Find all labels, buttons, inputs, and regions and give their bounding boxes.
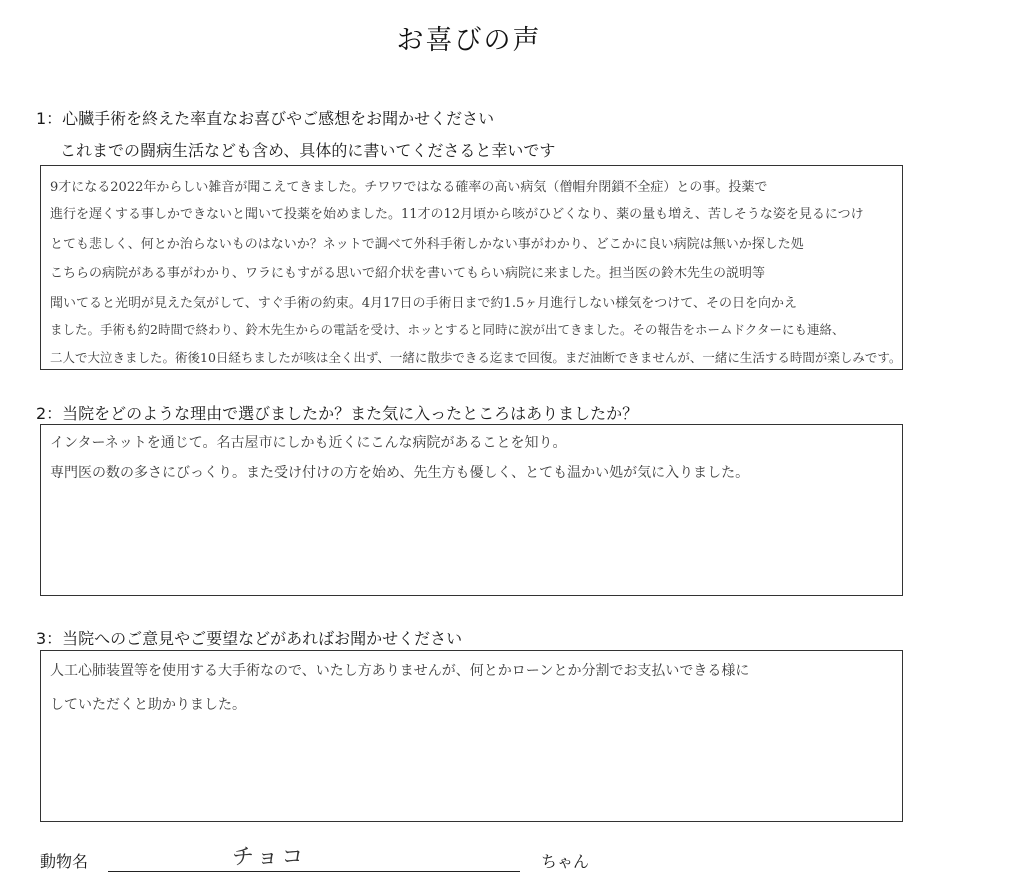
question-1-sub: これまでの闘病生活なども含め、具体的に書いてくださると幸いです (60, 141, 556, 160)
answer-1-line: 進行を遅くする事しかできないと聞いて投薬を始めました。11才の12月頃から咳がひどくなり、薬の量も増え、苦しそうな姿を見るにつけ (50, 207, 864, 222)
pet-name-label: 動物名 (40, 852, 89, 871)
answer-1-line: 聞いてると光明が見えた気がして、すぐ手術の約束。4月17日の手術日まで約1.5ヶ月進行しない様気をつけて、その日を向かえ (50, 296, 797, 311)
answer-1-line: とても悲しく、何とか治らないものはないか？ネットで調べて外科手術しかない事がわかり、どこかに良い病院は無いか探した処 (50, 237, 804, 252)
question-1-label: 1：心臓手術を終えた率直なお喜びやご感想をお聞かせください (36, 109, 495, 128)
answer-3-line: 人工心肺装置等を使用する大手術なので、いたし方ありませんが、何とかローンとか分割でお支払いできる様に (50, 663, 750, 679)
answer-3-line: していただくと助かりました。 (50, 697, 246, 713)
answer-2-line: インターネットを通じて。名古屋市にしかも近くにこんな病院があることを知り。 (50, 435, 567, 451)
question-3-label: 3：当院へのご意見やご要望などがあればお聞かせください (36, 629, 463, 648)
page-title: お喜びの声 (396, 25, 542, 56)
answer-1-line: 二人で大泣きました。術後10日経ちましたが咳は全く出ず、一緒に散歩できる迄まで回復。まだ油断できませんが、一緒に生活する時間が楽しみです。 (50, 350, 902, 365)
pet-name-value: チョコ (232, 845, 307, 870)
answer-1-line: こちらの病院がある事がわかり、ワラにもすがる思いで紹介状を書いてもらい病院に来ました。担当医の鈴木先生の説明等 (50, 266, 766, 281)
answer-1-line: ました。手術も約2時間で終わり、鈴木先生からの電話を受け、ホッとすると同時に涙が出てきました。その報告をホームドクターにも連絡、 (50, 322, 845, 337)
pet-name-suffix: ちゃん (541, 852, 590, 871)
question-2-label: 2：当院をどのような理由で選びましたか？また気に入ったところはありましたか？ (36, 404, 639, 423)
pet-name-underline (108, 871, 520, 872)
answer-1-line: 9才になる2022年からしい雑音が聞こえてきました。チワワではなる確率の高い病気（僧帽弁閉鎖不全症）との事。投薬で (50, 180, 768, 195)
answer-2-line: 専門医の数の多さにびっくり。また受け付けの方を始め、先生方も優しく、とても温かい処が気に入りました。 (50, 465, 750, 481)
